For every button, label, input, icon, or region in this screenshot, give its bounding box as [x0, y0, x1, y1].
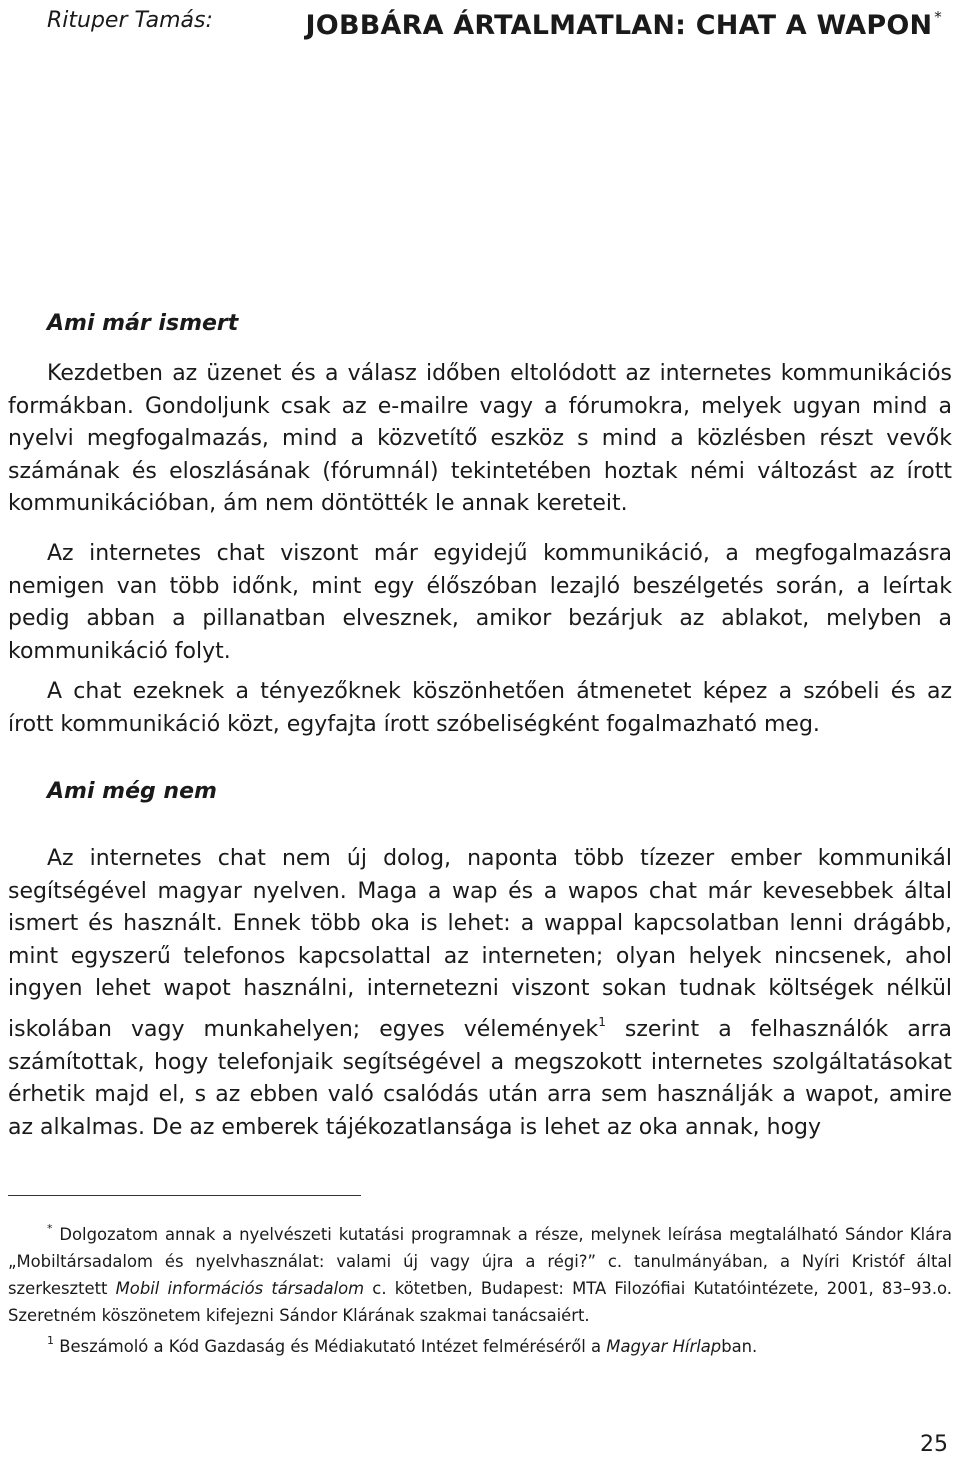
paragraph	[8, 358, 952, 521]
page-number: 25	[920, 1432, 948, 1457]
paragraph-text: Kezdetben az üzenet és a válasz időben eltolódott az internetes kommunikációs formákban. Gondoljunk csak az e-mailre vagy a fórumokra, melyek ugyan mind a nyelvi megfogalmazás, mind a közvetítő eszköz s mind a közlésben részt vevők számának és eloszlásának (fórumnál) tekintetében hoztak némi változást az írott kommunikációban, ám nem döntötték le annak kereteit.	[8, 361, 952, 517]
footnote-text: Dolgozatom annak a nyelvészeti kutatási programnak a része, melynek leírása megtalálható Sándor Klára „Mobiltársadalom és nyelvhasználat: valami új vagy újra a régi?” c. tanulmányában, a Nyíri Kristóf által szerkesztett	[8, 1225, 952, 1298]
footnote-reference: 1	[598, 1014, 606, 1029]
title-footnote-mark: *	[934, 8, 942, 26]
footnote-text: ban.	[721, 1337, 758, 1356]
paragraph	[8, 538, 952, 668]
footnote-text: c. kötetben, Budapest: MTA Filozófiai Kutatóintézete, 2001, 83–93.o. Szeretném köszönetem kifejezni Sándor Klárának szakmai tanácsaiért.	[8, 1279, 952, 1325]
section-heading-not-yet: Ami még nem	[47, 779, 217, 804]
footnote-newspaper-title: Magyar Hírlap	[606, 1337, 722, 1356]
paragraph	[8, 843, 952, 1144]
footnote-mark: 1	[47, 1334, 54, 1347]
footnote	[8, 1215, 952, 1329]
footnote-mark: *	[47, 1222, 53, 1235]
paragraph-text: Az internetes chat nem új dolog, naponta több tízezer ember kommunikál segítségével magyar nyelven. Maga a wap és a wapos chat már kevesebbek által ismert és használt. Ennek több oka is lehet: a wappal kapcsolatban lenni drágább, mint egyszerű telefonos kapcsolattal az interneten; olyan helyek nincsenek, ahol ingyen lehet wapot használni, internetezni viszont sokan tudnak költségek nélkül iskolában vagy munkahelyen; egyes vélemények	[8, 846, 952, 1042]
paragraph-text: szerint a felhasználók arra számítottak, hogy telefonjaik segítségével a megszokott internetes szolgáltatásokat érhetik majd el, s az ebben való csalódás után arra sem használják a wapot, amire az alkalmas. De az emberek tájékozatlansága is lehet az oka annak, hogy	[8, 1016, 952, 1140]
article-title	[306, 8, 942, 41]
footnote	[8, 1327, 952, 1360]
paragraph-text: Az internetes chat viszont már egyidejű kommunikáció, a megfogalmazásra nemigen van több időnk, mint egy élőszóban lezajló beszélgetés során, a leírtak pedig abban a pillanatban elvesznek, amikor bezárjuk az ablakot, melyben a kommunikáció folyt.	[8, 541, 952, 664]
section-heading-known: Ami már ismert	[47, 311, 239, 336]
paragraph-text: A chat ezeknek a tényezőknek köszönhetően átmenetet képez a szóbeli és az írott kommunikáció közt, egyfajta írott szóbeliségként fogalmazható meg.	[8, 679, 952, 737]
footnote-divider	[8, 1195, 361, 1196]
article-title-text: JOBBÁRA ÁRTALMATLAN: CHAT A WAPON	[305, 10, 933, 41]
footnote-text: Beszámoló a Kód Gazdaság és Médiakutató Intézet felméréséről a	[54, 1337, 607, 1356]
paragraph	[8, 676, 952, 741]
author-name: Rituper Tamás:	[47, 8, 213, 33]
footnote-book-title: Mobil információs társadalom	[115, 1279, 365, 1298]
